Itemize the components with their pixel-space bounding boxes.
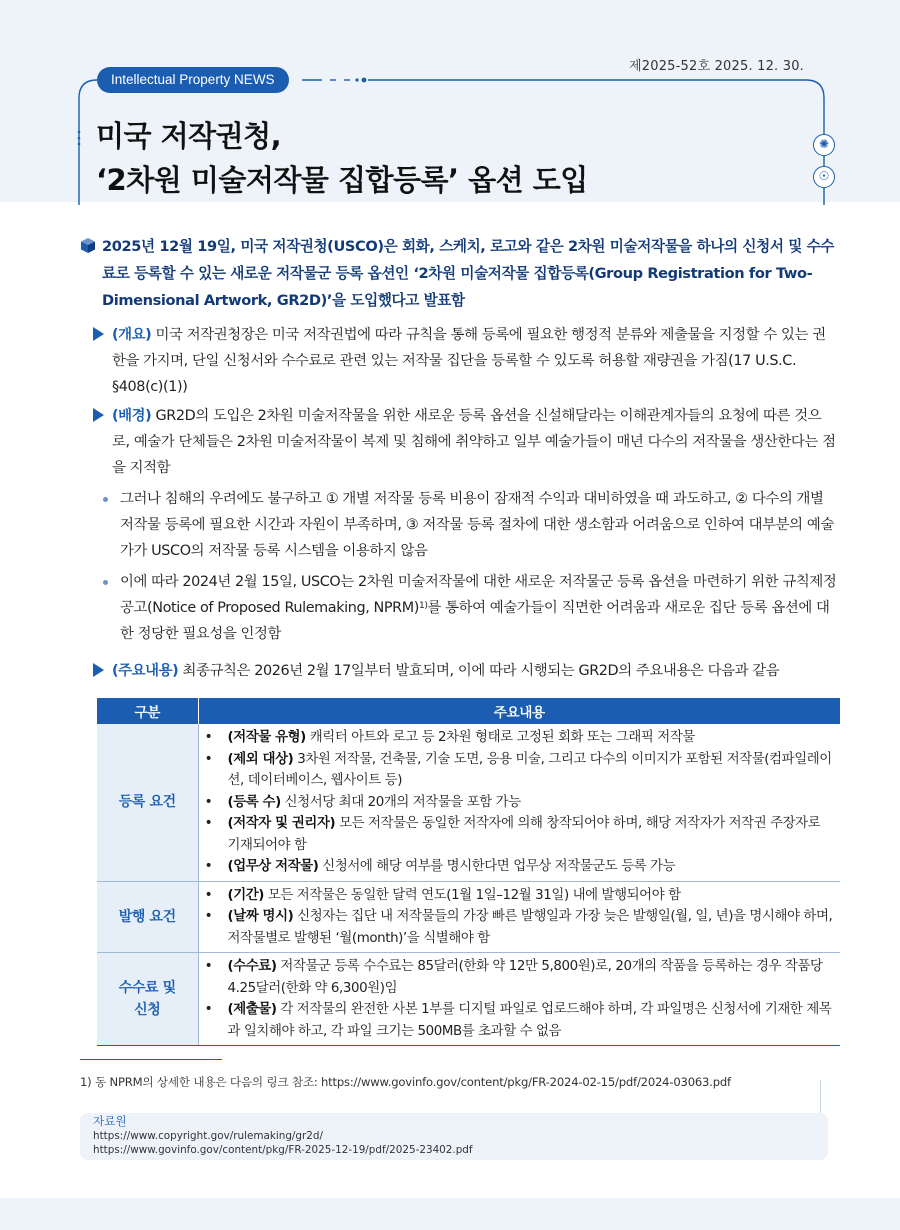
- list-item: [199, 999, 837, 1042]
- section-main-content: [93, 658, 838, 684]
- background-paragraph: [112, 403, 838, 481]
- list-item: [199, 792, 837, 814]
- footnote-ref-1[interactable]: 1): [419, 601, 428, 611]
- sub2-text-after: 를 통하여 예술가들이 직면한 어려움과 새로운 집단 등록 옵션에 대한 정당한 필요성을 인정함: [120, 600, 830, 642]
- item-heading: (기간): [227, 887, 265, 903]
- content-cell: [198, 724, 840, 881]
- overview-text: 미국 저작권청장은 미국 저작권법에 따라 규칙을 통해 등록에 필요한 행정적 분류와 제출물을 지정할 수 있는 권한을 가지며, 단일 신청서와 수수료로 관련 있는 저작물 집단을 등록할 수 있도록 허용할 재량권을 가짐(17 U.S.C. §408(c)(1)): [112, 327, 826, 395]
- dot-bullet-icon: [103, 580, 108, 585]
- sub2-text-before: 이에 따라 2024년 2월 15일, USCO는 2차원 미술저작물에 대한 새로운 저작물군 등록 옵션을 마련하기 위한 규칙제정 공고(Notice of Proposed Rulemaking, NPRM): [120, 574, 837, 616]
- content-cell: [198, 881, 840, 953]
- main-content-paragraph: [112, 658, 838, 684]
- item-text: 각 저작물의 완전한 사본 1부를 디지털 파일로 업로드해야 하며, 각 파일명은 신청서에 기재한 제목과 일치해야 하고, 각 파일 크기는 500MB를 초과할 수 없음: [227, 1002, 832, 1039]
- item-text: 3차원 저작물, 건축물, 기술 도면, 응용 미술, 그리고 다수의 이미지가 포함된 저작물(컴파일레이션, 데이터베이스, 웹사이트 등): [227, 751, 832, 788]
- sources-box: [80, 1113, 828, 1160]
- section-background: [93, 403, 838, 481]
- column-header-category: 구분: [97, 698, 198, 724]
- list-item: [199, 813, 837, 856]
- lead-summary: [80, 233, 840, 314]
- list-item: [199, 906, 837, 949]
- background-sub-item-1: [103, 486, 838, 564]
- table-row: [97, 724, 840, 881]
- item-heading: (저작물 유형): [227, 730, 306, 745]
- category-line-1: 수수료 및: [118, 980, 176, 996]
- divider-line: [820, 1080, 821, 1116]
- column-header-content: 주요내용: [198, 698, 840, 724]
- item-heading: (저작자 및 권리자): [227, 816, 336, 831]
- title-line-1: 미국 저작권청,: [96, 119, 282, 153]
- item-heading: (제외 대상): [227, 751, 294, 767]
- issue-number: 제2025-52호 2025. 12. 30.: [629, 59, 804, 74]
- network-icon: ☉: [813, 166, 835, 188]
- item-text: 저작물군 등록 수수료는 85달러(한화 약 12만 5,800원)로, 20개의 작품을 등록하는 경우 작품당 4.25달러(한화 약 6,300원)임: [227, 959, 823, 996]
- main-content-heading: (주요내용): [112, 663, 179, 679]
- item-heading: (업무상 저작물): [227, 859, 319, 874]
- item-heading: (수수료): [227, 959, 277, 974]
- item-text: 신청서에 해당 여부를 명시한다면 업무상 저작물군도 등록 가능: [318, 859, 676, 874]
- triangle-bullet-icon: [93, 663, 104, 677]
- list-item: [199, 856, 837, 878]
- main-content-text: 최종규칙은 2026년 2월 17일부터 발효되며, 이에 따라 시행되는 GR2D의 주요내용은 다음과 같음: [178, 663, 780, 679]
- footnote-divider: [80, 1059, 222, 1060]
- list-item: [199, 956, 837, 999]
- overview-paragraph: [112, 322, 838, 400]
- item-heading: (등록 수): [227, 794, 281, 810]
- background-heading: (배경): [112, 408, 152, 424]
- background-text: GR2D의 도입은 2차원 미술저작물을 위한 새로운 등록 옵션을 신설해달라는 이해관계자들의 요청에 따른 것으로, 예술가 단체들은 2차원 미술저작물이 복제 및 침해에 취약하고 일부 예술가들이 매년 다수의 저작물을 생산한다는 점을 지적함: [112, 408, 836, 476]
- title-line-2: ‘2차원 미술저작물 집합등록’ 옵션 도입: [96, 163, 588, 197]
- newsletter-badge: Intellectual Property NEWS: [97, 67, 289, 93]
- list-item: [199, 749, 837, 792]
- sources-label: 자료원: [93, 1114, 127, 1128]
- footnote: 1) 동 NPRM의 상세한 내용은 다음의 링크 참조: https://www.govinfo.gov/content/pkg/FR-2024-02-15/pdf/2024-03063.pdf: [80, 1075, 731, 1089]
- globe-icon: ✺: [813, 134, 835, 156]
- section-overview: [93, 322, 838, 400]
- table-header-row: [97, 698, 840, 724]
- background-sub-item-2: [103, 569, 838, 647]
- dot-bullet-icon: [103, 497, 108, 502]
- list-item: [199, 885, 837, 907]
- overview-heading: (개요): [112, 327, 152, 343]
- item-heading: (날짜 명시): [227, 909, 294, 924]
- category-cell: 발행 요건: [97, 881, 198, 953]
- footer-band: [0, 1198, 900, 1230]
- item-text: 캐릭터 아트와 로고 등 2차원 형태로 고정된 회화 또는 그래픽 저작물: [305, 730, 695, 745]
- sub-item-text: 그러나 침해의 우려에도 불구하고 ① 개별 저작물 등록 비용이 잠재적 수익과 대비하였을 때 과도하고, ② 다수의 개별 저작물 등록에 필요한 시간과 자원이 부족하며, ③ 저작물 등록 절차에 대한 생소함과 어려움으로 인하여 대부분의 예술가가 USCO의 저작물 등록 시스템을 이용하지 않음: [120, 491, 834, 559]
- source-link[interactable]: https://www.copyright.gov/rulemaking/gr2d/: [93, 1130, 324, 1142]
- triangle-bullet-icon: [93, 408, 104, 422]
- category-line-2: 신청: [134, 1002, 161, 1018]
- triangle-bullet-icon: [93, 327, 104, 341]
- page-title: [96, 114, 588, 202]
- item-text: 모든 저작물은 동일한 저작자에 의해 창작되어야 하며, 해당 저작자가 저작권 주장자로 기재되어야 함: [227, 816, 821, 853]
- cube-bullet-icon: [80, 237, 96, 254]
- lead-text: 2025년 12월 19일, 미국 저작권청(USCO)은 회화, 스케치, 로고와 같은 2차원 미술저작물을 하나의 신청서 및 수수료로 등록할 수 있는 새로운 저작물군 등록 옵션인 ‘2차원 미술저작물 집합등록(Group Registration for Two-Dimensional Artwork, GR2D)’을 도입했다고 발표함: [102, 238, 834, 309]
- item-heading: (제출물): [227, 1002, 277, 1017]
- category-cell: 등록 요건: [97, 724, 198, 881]
- list-item: [199, 727, 837, 749]
- item-text: 모든 저작물은 동일한 달력 연도(1월 1일–12월 31일) 내에 발행되어야 함: [264, 887, 681, 903]
- source-link[interactable]: https://www.govinfo.gov/content/pkg/FR-2025-12-19/pdf/2025-23402.pdf: [93, 1144, 473, 1156]
- item-text: 신청자는 집단 내 저작물들의 가장 빠른 발행일과 가장 늦은 발행일(월, 일, 년)을 명시해야 하며, 저작물별로 발행된 ‘월(month)’을 식별해야 함: [227, 909, 833, 946]
- sub-item-text: [120, 569, 838, 647]
- table-row: [97, 881, 840, 953]
- table-row: [97, 953, 840, 1046]
- item-text: 신청서당 최대 20개의 저작물을 포함 가능: [280, 794, 521, 810]
- content-cell: [198, 953, 840, 1046]
- category-cell: [97, 953, 198, 1046]
- requirements-table: [97, 698, 840, 1046]
